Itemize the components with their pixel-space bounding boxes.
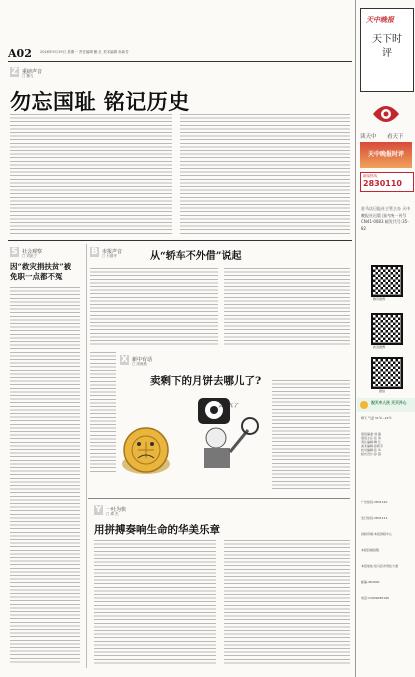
article-body-2 <box>10 287 80 664</box>
column-name-4: 新中有话 <box>132 357 153 363</box>
sidebar-divider <box>355 0 356 677</box>
column-author-5: □ 谭 杰 <box>106 512 119 516</box>
headline-4: 卖剩下的月饼去哪儿了? <box>150 375 262 387</box>
qr-code-1 <box>371 265 403 297</box>
column-name-2: 社会观察 <box>22 249 43 255</box>
brand-top: 读天中 <box>360 134 377 140</box>
page-number: A02 <box>8 47 32 60</box>
staff-line: 值班主任:张 伟 <box>361 436 381 440</box>
column-name-1: 重磅声音 <box>22 69 43 75</box>
article-body-3a <box>90 268 218 346</box>
column-mark-s: S <box>11 247 18 257</box>
section-banner <box>360 8 414 92</box>
info-line: 本报地址:驻马店市雪松大道 <box>361 564 399 568</box>
column-author-2: □ 刘凯宁 <box>22 254 37 258</box>
divider-4 <box>88 498 350 499</box>
vdivider-2 <box>86 244 87 668</box>
column-mark-b: B <box>91 247 98 257</box>
staff-line: 校对编辑:张 华 <box>361 448 381 452</box>
article-body-4a <box>90 352 116 472</box>
headline-2: 因“救灾捐扶贫”被免职一点都不冤 <box>10 262 72 281</box>
info-line: 电话:13939085166 <box>361 596 390 600</box>
column-name-3: 市报声音 <box>102 249 123 255</box>
weather-line: 晴天 气温 31℃~22℃ <box>361 416 392 420</box>
headline-3: 从“轿车不外借”说起 <box>150 251 242 262</box>
column-name-5: 一吐为快 <box>106 507 127 513</box>
info-line: 本版投稿信箱 <box>361 548 380 552</box>
article-body-5a <box>94 540 216 666</box>
date-line: 2016年9月19日 星期一 责任编辑 鲍 红 美术编辑 孙新芳 <box>40 50 129 54</box>
column-mark-x: X <box>121 355 128 365</box>
header-rule <box>8 61 352 62</box>
brand-bottom: 看天下 <box>387 134 404 140</box>
qr1-label: 腾讯微博 <box>373 297 386 301</box>
info-line: 邮编:463000 <box>361 580 380 584</box>
hotline-label: 新闻热线 <box>363 174 377 178</box>
article-body-1a <box>10 114 172 234</box>
cartoon-caption: 去哪儿了 <box>218 403 239 409</box>
column-author-4: □ 周海燕 <box>132 362 147 366</box>
weather-icon <box>360 401 368 409</box>
hotline-number: 2830110 <box>363 179 402 188</box>
journal-info: 驻马店日报社主管主办 天中晚报社出版 国内统一刊号 CN41-0083 邮发代号:35-82 <box>361 206 411 231</box>
section-name: 天中晚报 <box>366 15 394 24</box>
divider-1 <box>8 240 352 241</box>
article-body-4b <box>272 380 350 490</box>
article-body-5b <box>224 540 350 666</box>
info-line: 广告热线:2831120 <box>361 500 388 504</box>
info-list <box>361 500 411 600</box>
hotline-box <box>360 172 414 192</box>
title-banner-text: 天中晚报时评 <box>367 151 404 158</box>
title-banner-image <box>360 142 412 168</box>
staff-line: 版式设计:孙 超 <box>361 452 381 456</box>
sign-line: 祝天中人民 天天开心 <box>371 400 407 405</box>
headline-1: 勿忘国耻 铭记历史 <box>10 89 190 114</box>
qr-code-3 <box>371 357 403 389</box>
staff-line: 责任编辑:鲍 红 <box>361 440 381 444</box>
qr2-label: 新浪微博 <box>373 345 386 349</box>
right-sidebar <box>357 0 415 677</box>
qr-code-2 <box>371 313 403 345</box>
info-line: 排版印刷:本报排版中心 <box>361 532 393 536</box>
column-author-3: □ 石德华 <box>102 254 117 258</box>
mooncake-illustration <box>118 388 268 486</box>
headline-5: 用拼搏奏响生命的华美乐章 <box>94 524 220 536</box>
column-mark-z1: Z <box>11 67 18 77</box>
staff-line: 值班编委:刘 磊 <box>361 432 381 436</box>
section-subtitle: 天下时评 <box>372 34 402 59</box>
brand-icon <box>369 100 403 128</box>
staff-line: 美术编辑:孙新芳 <box>361 444 384 448</box>
staff-list <box>361 432 411 456</box>
column-author-1: □ 魏飞 <box>22 74 34 78</box>
article-body-3b <box>224 268 350 346</box>
qr3-label: 微信 <box>379 389 386 393</box>
info-line: 发行热线:2831112 <box>361 516 388 520</box>
column-mark-y: Y <box>95 505 102 515</box>
article-body-1b <box>180 114 350 234</box>
weather-banner <box>357 398 415 412</box>
mooncake-cartoon <box>118 388 268 486</box>
